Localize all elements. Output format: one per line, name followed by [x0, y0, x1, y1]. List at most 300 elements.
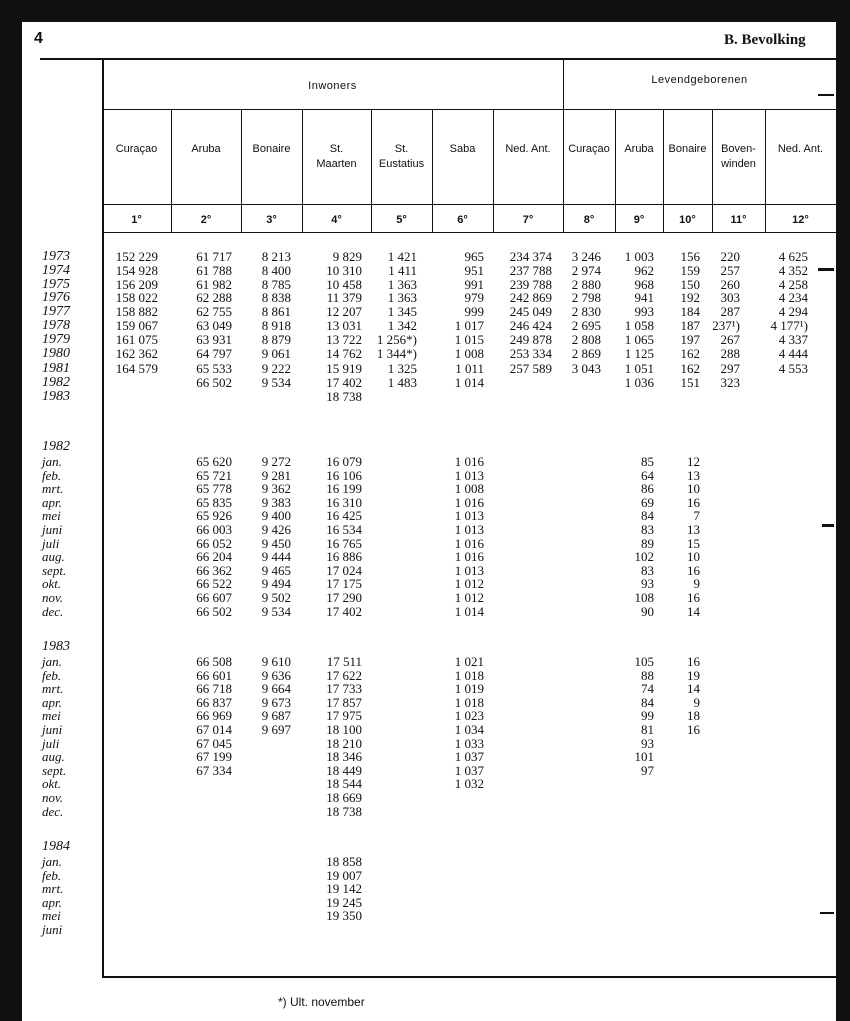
- cell-value: 159: [680, 263, 700, 278]
- cell-value: 9 664: [261, 681, 291, 697]
- cell-value: 16 886: [326, 549, 362, 565]
- cell-value: 962: [634, 263, 654, 278]
- cell-value: 19 245: [326, 894, 362, 910]
- cell-value: 1 421: [387, 249, 417, 264]
- cell-value: 14 762: [326, 346, 362, 361]
- cell-value: 249 878: [509, 332, 552, 347]
- cell-value: 1 019: [454, 681, 484, 697]
- cell-value: 1 014: [454, 603, 484, 619]
- cell-value: 2 808: [571, 332, 601, 347]
- cell-value: 65 721: [196, 467, 232, 483]
- cell-value: 17 024: [326, 562, 362, 578]
- cell-value: 61 788: [196, 263, 232, 278]
- cell-value: 9 061: [261, 346, 291, 361]
- cell-value: 2 798: [571, 290, 601, 305]
- cell-value: 192: [680, 290, 700, 305]
- cell-value: 1 023: [454, 708, 484, 724]
- cell-value: 1 325: [387, 361, 417, 376]
- column-number: 1°: [131, 214, 142, 226]
- column-number: 2°: [200, 214, 212, 226]
- cell-value: 9 494: [261, 576, 291, 592]
- cell-value: 83: [641, 562, 654, 578]
- cell-value: 65 620: [196, 454, 232, 469]
- cell-value: 67 014: [196, 722, 232, 737]
- cell-value: 10 458: [326, 277, 362, 292]
- column-number: 11°: [730, 214, 747, 226]
- cell-value: 4 294: [778, 304, 808, 319]
- cell-value: 9 502: [261, 590, 291, 605]
- cell-value: 18 738: [326, 803, 362, 819]
- column-header: Ned. Ant.: [777, 143, 824, 155]
- cell-value: 1 016: [454, 454, 484, 469]
- column-header: Aruba: [624, 143, 654, 155]
- cell-value: 152 229: [115, 249, 158, 264]
- cell-value: 84: [641, 694, 654, 710]
- cell-value: 17 975: [326, 708, 362, 724]
- cell-value: 18: [687, 708, 700, 724]
- cell-value: 19 142: [326, 881, 362, 897]
- cell-value: 1 363: [387, 277, 417, 292]
- cell-value: 156: [680, 249, 700, 264]
- cell-value: 1 012: [454, 576, 484, 592]
- cell-value: 10: [687, 481, 700, 497]
- cell-value: 1 345: [387, 304, 417, 319]
- cell-value: 15: [687, 535, 700, 551]
- row-label: jan.: [42, 854, 62, 869]
- cell-value: 18 449: [326, 762, 362, 778]
- column-number: 3°: [266, 214, 277, 226]
- row-label: mei: [42, 708, 61, 724]
- row-label: juni: [42, 922, 63, 937]
- cell-value: 156 209: [115, 277, 158, 292]
- cell-value: 1 037: [454, 749, 484, 765]
- cell-value: 1 344*): [376, 346, 417, 361]
- cell-value: 7: [693, 508, 700, 524]
- cell-value: 4 234: [778, 290, 808, 305]
- column-number: 12°: [792, 214, 809, 226]
- row-label: nov.: [42, 590, 64, 605]
- cell-value: 237 788: [509, 263, 552, 278]
- column-header: Boven- winden: [721, 143, 756, 170]
- cell-value: 9 636: [261, 667, 291, 683]
- cell-value: 17 402: [326, 375, 362, 390]
- row-label: 1980: [42, 346, 70, 361]
- cell-value: 101: [634, 749, 654, 765]
- cell-value: 1 018: [454, 667, 484, 683]
- cell-value: 999: [464, 304, 484, 319]
- cell-value: 66 718: [196, 681, 232, 697]
- cell-value: 2 974: [571, 263, 601, 278]
- scan-mark: [818, 94, 834, 96]
- cell-value: 161 075: [115, 332, 158, 347]
- cell-value: 11 379: [326, 290, 362, 305]
- block-year-label: 1982: [42, 439, 70, 454]
- cell-value: 1 003: [624, 249, 654, 264]
- cell-value: 16 765: [326, 535, 362, 551]
- cell-value: 3 043: [571, 361, 601, 376]
- cell-value: 197: [680, 332, 700, 347]
- row-label: dec.: [42, 803, 64, 819]
- row-label: mrt.: [42, 681, 64, 697]
- cell-value: 1 014: [454, 375, 484, 390]
- column-number: 10°: [679, 214, 696, 226]
- cell-value: 1 015: [454, 332, 484, 347]
- cell-value: 63 931: [196, 332, 232, 347]
- cell-value: 1 013: [454, 562, 484, 578]
- cell-value: 1 008: [454, 481, 484, 497]
- column-header: Curaçao: [115, 143, 158, 155]
- cell-value: 97: [641, 762, 654, 778]
- cell-value: 4 258: [778, 277, 808, 292]
- cell-value: 257 589: [509, 361, 552, 376]
- column-header: Aruba: [191, 143, 221, 155]
- column-header: Bonaire: [668, 143, 707, 155]
- cell-value: 234 374: [509, 249, 552, 264]
- cell-value: 9 450: [261, 535, 291, 551]
- cell-value: 220: [720, 249, 740, 264]
- cell-value: 85: [641, 454, 654, 469]
- cell-value: 66 204: [196, 549, 232, 565]
- cell-value: 8 879: [261, 332, 291, 347]
- cell-value: 260: [720, 277, 740, 292]
- row-label: aug.: [42, 549, 65, 565]
- rule-top: [40, 58, 836, 60]
- cell-value: 84: [641, 508, 654, 524]
- cell-value: 16 106: [326, 467, 362, 483]
- cell-value: 62 288: [196, 290, 232, 305]
- cell-value: 242 869: [509, 290, 552, 305]
- cell-value: 17 511: [326, 654, 362, 669]
- cell-value: 162: [680, 361, 700, 376]
- cell-value: 9 281: [261, 467, 291, 483]
- cell-value: 64: [641, 467, 654, 483]
- column-header: Curaçao: [568, 143, 610, 155]
- row-label: feb.: [42, 467, 62, 483]
- cell-value: 12 207: [326, 304, 362, 319]
- row-label: juni: [42, 522, 63, 537]
- scan-mark: [822, 524, 834, 527]
- row-label: apr.: [42, 694, 62, 710]
- cell-value: 150: [680, 277, 700, 292]
- cell-value: 1 058: [624, 318, 654, 333]
- column-number: 4°: [331, 214, 342, 226]
- cell-value: 239 788: [509, 277, 552, 292]
- cell-value: 88: [641, 667, 654, 683]
- cell-value: 66 601: [196, 667, 232, 683]
- cell-value: 8 918: [261, 318, 291, 333]
- cell-value: 66 003: [196, 522, 232, 537]
- cell-value: 1 036: [624, 375, 654, 390]
- cell-value: 18 669: [326, 790, 362, 805]
- cell-value: 18 210: [326, 735, 362, 751]
- cell-value: 8 213: [261, 249, 291, 264]
- column-header: St. Eustatius: [378, 143, 425, 170]
- cell-value: 9 362: [261, 481, 291, 497]
- cell-value: 257: [720, 263, 740, 278]
- cell-value: 66 522: [196, 576, 232, 592]
- cell-value: 2 880: [571, 277, 601, 292]
- cell-value: 151: [680, 375, 700, 390]
- cell-value: 1 037: [454, 762, 484, 778]
- cell-value: 105: [634, 654, 654, 669]
- row-label: juli: [42, 735, 60, 751]
- page-number: 4: [34, 30, 43, 47]
- row-label: 1976: [42, 290, 70, 305]
- cell-value: 14: [687, 681, 700, 697]
- row-label: sept.: [42, 762, 67, 778]
- cell-value: 93: [641, 576, 654, 592]
- cell-value: 9 687: [261, 708, 291, 724]
- cell-value: 17 290: [326, 590, 362, 605]
- cell-value: 18 100: [326, 722, 362, 737]
- cell-value: 9 444: [261, 549, 291, 565]
- cell-value: 66 052: [196, 535, 232, 551]
- cell-value: 74: [641, 681, 654, 697]
- cell-value: 93: [641, 735, 654, 751]
- cell-value: 62 755: [196, 304, 232, 319]
- cell-value: 61 717: [196, 249, 232, 264]
- cell-value: 1 013: [454, 508, 484, 524]
- row-label: mei: [42, 508, 61, 524]
- cell-value: 10: [687, 549, 700, 565]
- cell-value: 1 034: [454, 722, 484, 737]
- cell-value: 67 045: [196, 735, 232, 751]
- row-label: jan.: [42, 454, 62, 469]
- cell-value: 9 383: [261, 494, 291, 510]
- row-label: 1977: [42, 304, 70, 319]
- rule-bottom: [102, 976, 836, 978]
- cell-value: 83: [641, 522, 654, 537]
- cell-value: 4 553: [778, 361, 808, 376]
- cell-value: 9 829: [332, 249, 362, 264]
- cell-value: 14: [687, 603, 700, 619]
- cell-value: 158 022: [115, 290, 158, 305]
- cell-value: 102: [634, 549, 654, 565]
- cell-value: 1 411: [388, 263, 417, 278]
- cell-value: 2 869: [571, 346, 601, 361]
- row-label: mei: [42, 908, 61, 924]
- cell-value: 17 175: [326, 576, 362, 592]
- cell-value: 9 534: [261, 603, 291, 619]
- cell-value: 99: [641, 708, 654, 724]
- cell-value: 1 013: [454, 467, 484, 483]
- cell-value: 1 032: [454, 776, 484, 792]
- cell-value: 993: [634, 304, 654, 319]
- cell-value: 18 544: [326, 776, 362, 792]
- footnote: *) Ult. november: [278, 995, 365, 1009]
- cell-value: 16: [687, 562, 700, 578]
- cell-value: 17 733: [326, 681, 362, 697]
- block-year-label: 1983: [42, 639, 70, 654]
- cell-value: 2 695: [571, 318, 601, 333]
- cell-value: 162: [680, 346, 700, 361]
- cell-value: 13 722: [326, 332, 362, 347]
- cell-value: 9: [693, 576, 700, 592]
- cell-value: 1 018: [454, 694, 484, 710]
- column-number: 8°: [583, 214, 595, 226]
- row-label: 1979: [42, 332, 70, 347]
- cell-value: 154 928: [115, 263, 158, 278]
- cell-value: 16 534: [326, 522, 362, 537]
- cell-value: 4 352: [778, 263, 808, 278]
- cell-value: 12: [687, 454, 700, 469]
- cell-value: 18 346: [326, 749, 362, 765]
- scan-edge-left: [0, 0, 22, 1021]
- cell-value: 941: [634, 290, 654, 305]
- cell-value: 9 697: [261, 722, 291, 737]
- column-number: 6°: [457, 214, 468, 226]
- row-label: 1983: [42, 389, 70, 404]
- cell-value: 9 222: [261, 361, 291, 376]
- cell-value: 965: [464, 249, 484, 264]
- cell-value: 65 926: [196, 508, 232, 524]
- cell-value: 66 969: [196, 708, 232, 724]
- cell-value: 17 857: [326, 694, 362, 710]
- cell-value: 991: [464, 277, 484, 292]
- cell-value: 17 622: [326, 667, 362, 683]
- cell-value: 63 049: [196, 318, 232, 333]
- cell-value: 17 402: [326, 603, 362, 619]
- cell-value: 297: [720, 361, 740, 376]
- cell-value: 162 362: [115, 346, 158, 361]
- cell-value: 288: [720, 346, 740, 361]
- row-label: dec.: [42, 603, 64, 619]
- row-label: aug.: [42, 749, 65, 765]
- row-label: apr.: [42, 494, 62, 510]
- cell-value: 81: [641, 722, 654, 737]
- section-title: B. Bevolking: [724, 32, 806, 48]
- cell-value: 159 067: [115, 318, 158, 333]
- cell-value: 1 363: [387, 290, 417, 305]
- cell-value: 19 350: [326, 908, 362, 924]
- cell-value: 108: [634, 590, 654, 605]
- cell-value: 90: [641, 603, 654, 619]
- cell-value: 1 125: [624, 346, 654, 361]
- cell-value: 18 738: [326, 389, 362, 404]
- cell-value: 13 031: [326, 318, 362, 333]
- row-label: okt.: [42, 576, 62, 592]
- cell-value: 1 033: [454, 735, 484, 751]
- column-header: Ned. Ant.: [505, 143, 551, 155]
- cell-value: 8 838: [261, 290, 291, 305]
- row-label: apr.: [42, 894, 62, 910]
- cell-value: 8 785: [261, 277, 291, 292]
- cell-value: 9 465: [261, 562, 291, 578]
- cell-value: 9: [693, 694, 700, 710]
- cell-value: 1 256*): [376, 332, 417, 347]
- rule-under-numbers: [102, 232, 836, 233]
- cell-value: 4 177¹): [770, 318, 808, 333]
- scan-mark: [818, 268, 834, 271]
- group-inwoners: Inwoners: [308, 80, 357, 92]
- cell-value: 164 579: [115, 361, 158, 376]
- row-label: jan.: [42, 654, 62, 669]
- cell-value: 287: [720, 304, 740, 319]
- cell-value: 1 021: [454, 654, 484, 669]
- cell-value: 9 534: [261, 375, 291, 390]
- row-label: feb.: [42, 667, 62, 683]
- column-header: Bonaire: [252, 143, 291, 155]
- cell-value: 1 013: [454, 522, 484, 537]
- cell-value: 66 502: [196, 603, 232, 619]
- cell-value: 267: [720, 332, 740, 347]
- cell-value: 237¹): [712, 318, 740, 333]
- row-label: 1973: [42, 249, 70, 264]
- cell-value: 65 533: [196, 361, 232, 376]
- cell-value: 1 017: [454, 318, 484, 333]
- cell-value: 10 310: [326, 263, 362, 278]
- vline-stub: [102, 58, 104, 978]
- row-label: 1974: [42, 263, 70, 278]
- cell-value: 323: [720, 375, 740, 390]
- cell-value: 16: [687, 494, 700, 510]
- column-number: 9°: [633, 214, 645, 226]
- cell-value: 4 337: [778, 332, 808, 347]
- cell-value: 65 778: [196, 481, 232, 497]
- cell-value: 246 424: [509, 318, 552, 333]
- cell-value: 67 199: [196, 749, 232, 765]
- cell-value: 65 835: [196, 494, 232, 510]
- cell-value: 86: [641, 481, 654, 497]
- column-number: 7°: [522, 214, 534, 226]
- cell-value: 18 858: [326, 854, 362, 869]
- cell-value: 968: [634, 277, 654, 292]
- cell-value: 9 272: [261, 454, 291, 469]
- cell-value: 9 426: [261, 522, 291, 537]
- row-label: 1982: [42, 375, 70, 390]
- row-label: mrt.: [42, 881, 64, 897]
- cell-value: 4 444: [778, 346, 808, 361]
- cell-value: 66 837: [196, 694, 232, 710]
- cell-value: 67 334: [196, 762, 232, 778]
- row-label: juni: [42, 722, 63, 737]
- cell-value: 187: [680, 318, 700, 333]
- cell-value: 16 425: [326, 508, 362, 524]
- cell-value: 9 400: [261, 508, 291, 524]
- cell-value: 16: [687, 590, 700, 605]
- cell-value: 1 011: [455, 361, 484, 376]
- cell-value: 19: [687, 667, 700, 683]
- cell-value: 66 607: [196, 590, 232, 605]
- cell-value: 253 334: [509, 346, 552, 361]
- row-label: 1981: [42, 361, 70, 376]
- scan-edge-top: [0, 0, 850, 22]
- cell-value: 951: [464, 263, 484, 278]
- row-label: mrt.: [42, 481, 64, 497]
- cell-value: 89: [641, 535, 654, 551]
- scan-edge-right: [836, 0, 850, 1021]
- cell-value: 1 051: [624, 361, 654, 376]
- cell-value: 13: [687, 467, 700, 483]
- row-label: nov.: [42, 790, 64, 805]
- column-number: 5°: [396, 214, 407, 226]
- row-label: feb.: [42, 867, 62, 883]
- cell-value: 2 830: [571, 304, 601, 319]
- cell-value: 16: [687, 654, 700, 669]
- rule-under-names: [102, 204, 836, 205]
- scan-mark: [820, 912, 834, 914]
- cell-value: 4 625: [778, 249, 808, 264]
- column-header: Saba: [449, 143, 476, 155]
- cell-value: 1 016: [454, 494, 484, 510]
- cell-value: 64 797: [196, 346, 232, 361]
- cell-value: 158 882: [115, 304, 158, 319]
- row-label: juli: [42, 535, 60, 551]
- row-label: 1975: [42, 277, 70, 292]
- cell-value: 9 673: [261, 694, 291, 710]
- cell-value: 8 861: [261, 304, 291, 319]
- cell-value: 13: [687, 522, 700, 537]
